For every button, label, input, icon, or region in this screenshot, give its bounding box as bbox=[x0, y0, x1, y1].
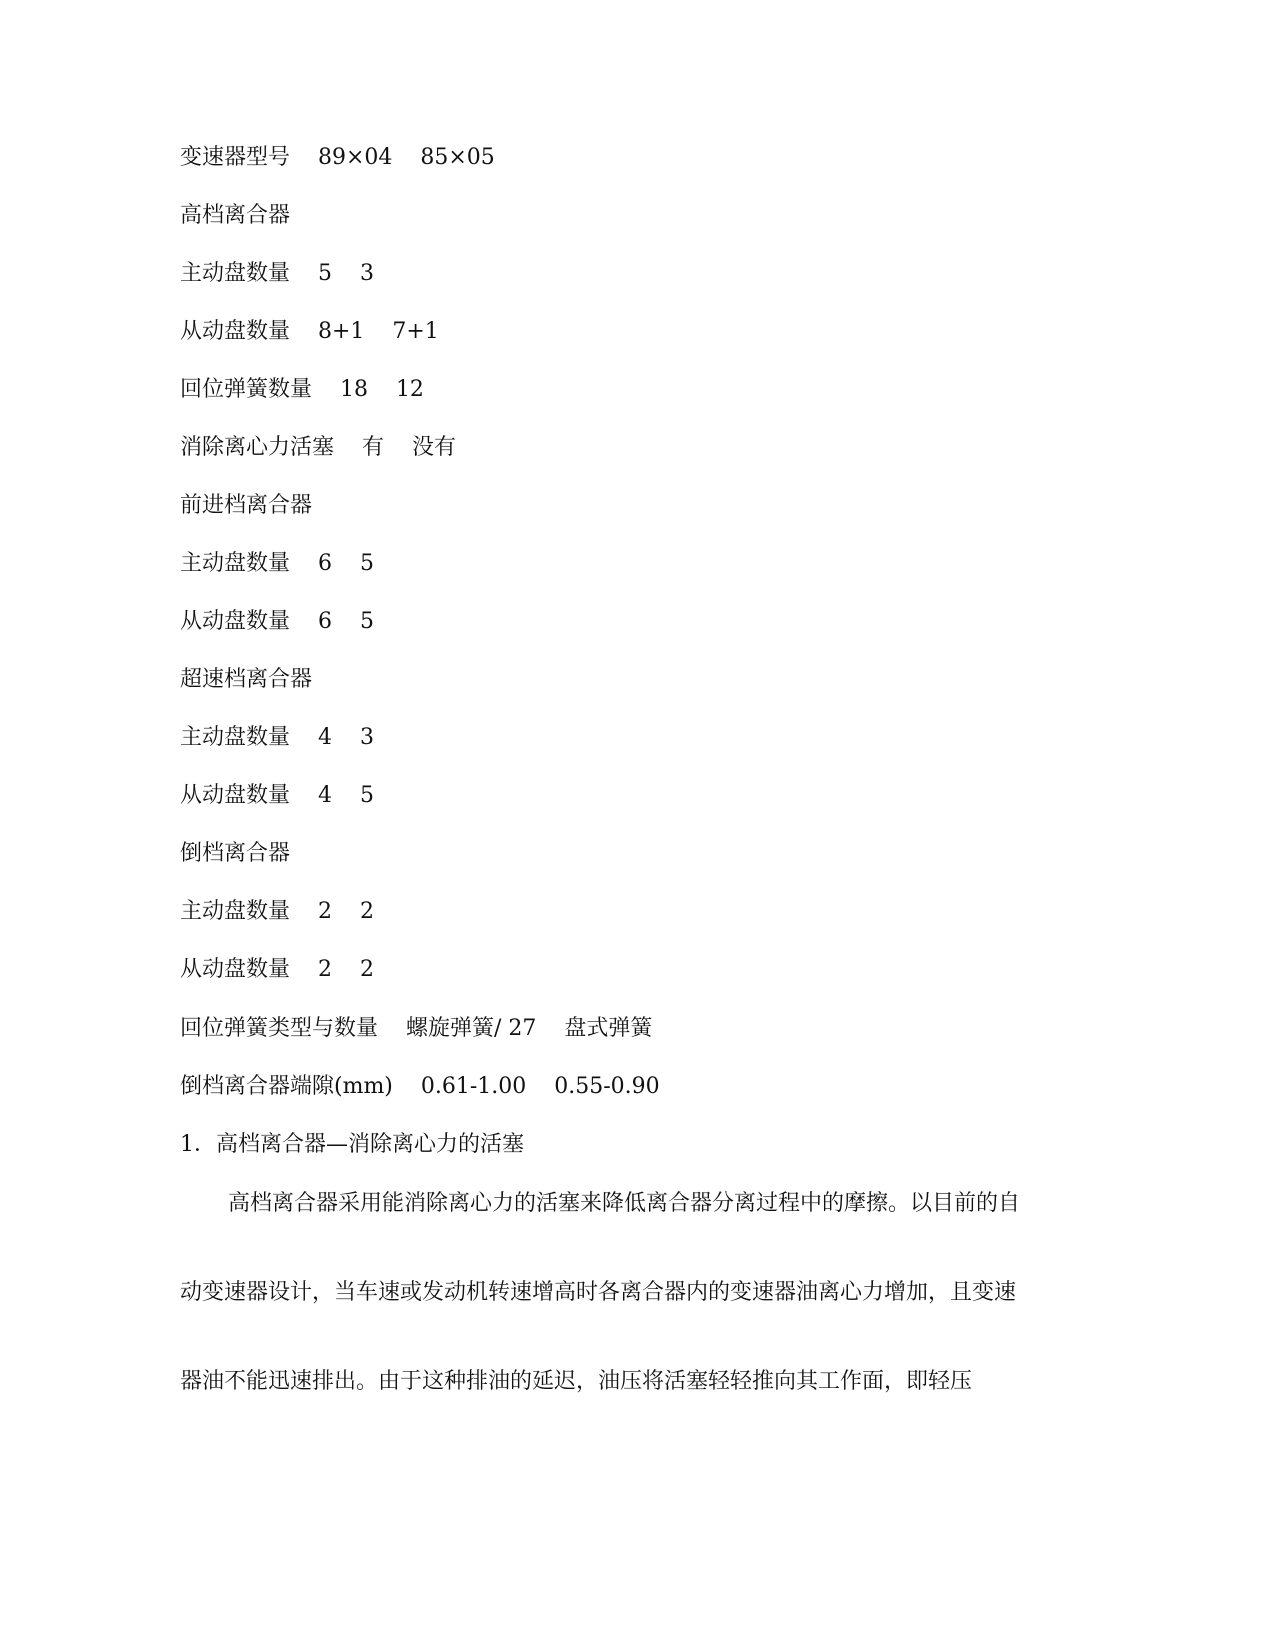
spec-row-driven-plates: 从动盘数量 4 5 bbox=[180, 783, 374, 808]
section-heading-forward-clutch: 前进档离合器 bbox=[180, 493, 313, 518]
spec-row-drive-plates: 主动盘数量 6 5 bbox=[180, 551, 374, 576]
spec-row-drive-plates: 主动盘数量 2 2 bbox=[180, 899, 374, 924]
section-heading-overdrive-clutch: 超速档离合器 bbox=[180, 667, 313, 692]
body-paragraph-text: 器油不能迅速排出。由于这种排油的延迟，油压将活塞轻轻推向其工作面，即轻压 bbox=[180, 1369, 973, 1394]
spec-row-driven-plates: 从动盘数量 6 5 bbox=[180, 609, 374, 634]
body-paragraph-text: 高档离合器采用能消除离心力的活塞来降低离合器分离过程中的摩擦。以目前的自 bbox=[228, 1191, 1021, 1216]
spec-row-model: 变速器型号 89×04 85×05 bbox=[180, 145, 495, 170]
spec-row-driven-plates: 从动盘数量 2 2 bbox=[180, 957, 374, 982]
spec-row-drive-plates: 主动盘数量 4 3 bbox=[180, 725, 374, 750]
spec-row-driven-plates: 从动盘数量 8+1 7+1 bbox=[180, 319, 439, 344]
section-heading-reverse-clutch: 倒档离合器 bbox=[180, 841, 291, 866]
body-paragraph-text: 动变速器设计，当车速或发动机转速增高时各离合器内的变速器油离心力增加，且变速 bbox=[180, 1280, 1017, 1305]
body-paragraph bbox=[180, 1188, 1038, 1220]
spec-row-spring-type: 回位弹簧类型与数量 螺旋弹簧/ 27 盘式弹簧 bbox=[180, 1016, 653, 1041]
spec-row-centrifugal-piston: 消除离心力活塞 有 没有 bbox=[180, 435, 456, 460]
spec-row-drive-plates: 主动盘数量 5 3 bbox=[180, 261, 374, 286]
spec-row-return-springs: 回位弹簧数量 18 12 bbox=[180, 377, 424, 402]
spec-row-reverse-clearance: 倒档离合器端隙(mm) 0.61-1.00 0.55-0.90 bbox=[180, 1074, 660, 1099]
body-paragraph bbox=[180, 1277, 1038, 1309]
section-title: 1．高档离合器—消除离心力的活塞 bbox=[180, 1132, 524, 1157]
section-heading-high-clutch: 高档离合器 bbox=[180, 203, 291, 228]
body-paragraph bbox=[180, 1366, 1038, 1398]
